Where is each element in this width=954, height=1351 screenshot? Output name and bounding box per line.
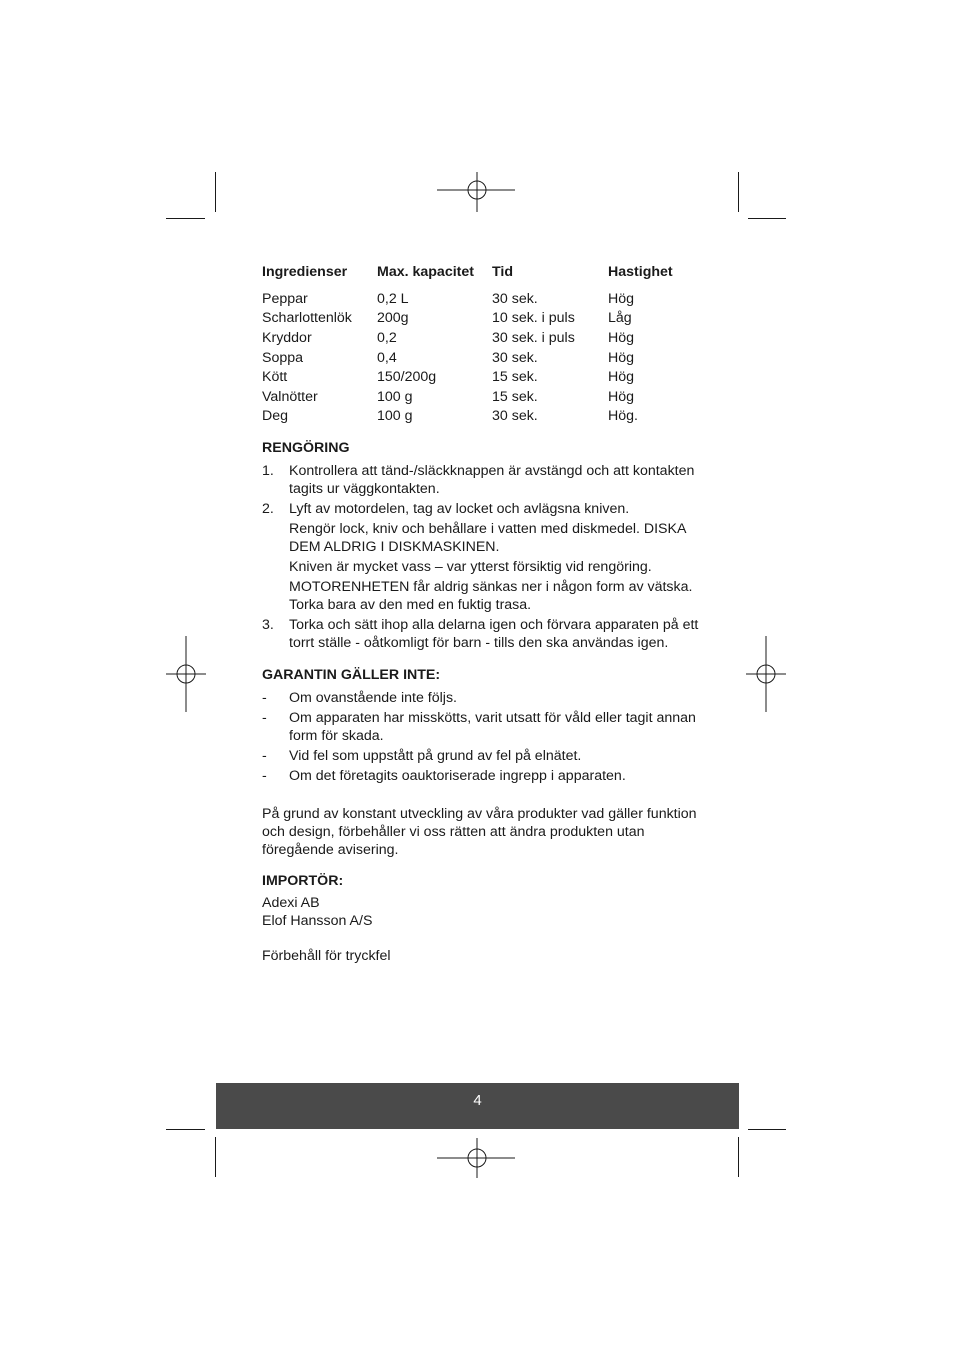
table-cell: 30 sek. bbox=[492, 349, 538, 366]
bullet: - bbox=[262, 710, 267, 726]
paragraph: Kniven är mycket vass – var ytterst försiktig vid rengöring. bbox=[289, 559, 652, 575]
table-cell: Valnötter bbox=[262, 388, 318, 405]
list-item bbox=[262, 462, 702, 498]
table-cell: 0,2 bbox=[377, 329, 397, 346]
list-item bbox=[262, 616, 702, 652]
table-cell: 0,2 L bbox=[377, 290, 409, 307]
list-text: Kontrollera att tänd-/släckknappen är avstängd och att kontakten tagits ur väggkontakten. bbox=[289, 463, 695, 497]
table-cell: 30 sek. bbox=[492, 290, 538, 307]
list-number: 2. bbox=[262, 501, 274, 517]
list-item bbox=[262, 689, 702, 707]
section-heading-importer: IMPORTÖR: bbox=[262, 873, 344, 889]
crop-mark bbox=[738, 172, 739, 212]
table-cell: Deg bbox=[262, 408, 289, 425]
list-item bbox=[262, 709, 702, 745]
table-cell: Hög bbox=[608, 290, 635, 307]
list-text: Om ovanstående inte följs. bbox=[289, 690, 457, 706]
table-cell: 150/200g bbox=[377, 369, 437, 386]
registration-mark-icon bbox=[726, 634, 806, 714]
table-cell: 200g bbox=[377, 310, 409, 327]
crop-mark bbox=[748, 218, 786, 219]
bullet: - bbox=[262, 690, 267, 706]
paragraph: MOTORENHETEN får aldrig sänkas ner i någon form av vätska. Torka bara av den med en fuktig trasa. bbox=[289, 579, 693, 613]
list-text: Om det företagits oauktoriserade ingrepp i apparaten. bbox=[289, 768, 626, 784]
section-heading-cleaning: RENGÖRING bbox=[262, 440, 350, 456]
table-row bbox=[262, 289, 702, 309]
crop-mark bbox=[748, 1129, 786, 1130]
table-cell: 30 sek. i puls bbox=[492, 329, 575, 346]
table-cell: 15 sek. bbox=[492, 388, 538, 405]
table-row bbox=[262, 387, 702, 407]
table-cell: Soppa bbox=[262, 349, 304, 366]
table-cell: Peppar bbox=[262, 290, 308, 307]
notice-paragraph: På grund av konstant utveckling av våra produkter vad gäller funktion och design, förbehåller vi oss rätten att ändra produkten utan föregående avisering. bbox=[262, 806, 697, 858]
list-number: 1. bbox=[262, 463, 274, 479]
table-cell: 0,4 bbox=[377, 349, 397, 366]
table-cell: Kryddor bbox=[262, 329, 312, 346]
bullet: - bbox=[262, 748, 267, 764]
table-cell: Hög bbox=[608, 329, 635, 346]
table-cell: 15 sek. bbox=[492, 369, 538, 386]
list-item bbox=[262, 767, 702, 785]
list-text: Torka och sätt ihop alla delarna igen och förvara apparaten på ett torrt ställe - oåtkomligt för barn - tills den ska användas igen. bbox=[289, 617, 699, 651]
column-header: Max. kapacitet bbox=[377, 264, 474, 280]
table-row bbox=[262, 309, 702, 329]
document-body bbox=[262, 438, 702, 965]
section-heading-warranty: GARANTIN GÄLLER INTE: bbox=[262, 667, 441, 683]
disclaimer: Förbehåll för tryckfel bbox=[262, 948, 391, 964]
table-cell: 100 g bbox=[377, 408, 413, 425]
crop-mark bbox=[166, 1129, 205, 1130]
table-cell: Låg bbox=[608, 310, 632, 327]
table-cell: Hög bbox=[608, 369, 635, 386]
paragraph: Lyft av motordelen, tag av locket och avlägsna kniven. bbox=[289, 501, 630, 517]
list-text: Om apparaten har misskötts, varit utsatt för våld eller tagit annan form för skada. bbox=[289, 710, 696, 744]
table-row bbox=[262, 367, 702, 387]
importer-line: Elof Hansson A/S bbox=[262, 913, 373, 929]
table-cell: 10 sek. i puls bbox=[492, 310, 575, 327]
table-row bbox=[262, 348, 702, 368]
list-item bbox=[262, 747, 702, 765]
registration-mark-icon bbox=[437, 150, 517, 230]
table-cell: 100 g bbox=[377, 388, 413, 405]
table-row bbox=[262, 328, 702, 348]
table-header-row bbox=[262, 263, 702, 281]
table-cell: Scharlottenlök bbox=[262, 310, 352, 327]
list-number: 3. bbox=[262, 617, 274, 633]
list-item bbox=[262, 500, 702, 614]
list-text bbox=[289, 500, 702, 614]
crop-mark bbox=[215, 172, 216, 212]
registration-mark-icon bbox=[437, 1118, 517, 1198]
crop-mark bbox=[166, 218, 205, 219]
table-cell: Hög bbox=[608, 388, 635, 405]
bullet: - bbox=[262, 768, 267, 784]
table-row bbox=[262, 407, 702, 427]
page-number: 4 bbox=[473, 1092, 482, 1109]
page-footer bbox=[216, 1083, 739, 1129]
table-cell: Hög. bbox=[608, 408, 638, 425]
column-header: Hastighet bbox=[608, 264, 673, 280]
list-text: Vid fel som uppstått på grund av fel på elnätet. bbox=[289, 748, 582, 764]
ingredient-table bbox=[262, 263, 702, 426]
importer-line: Adexi AB bbox=[262, 895, 320, 911]
paragraph: Rengör lock, kniv och behållare i vatten med diskmedel. DISKA DEM ALDRIG I DISKMASKINEN. bbox=[289, 521, 686, 555]
registration-mark-icon bbox=[146, 634, 226, 714]
crop-mark bbox=[215, 1137, 216, 1177]
column-header: Tid bbox=[492, 264, 514, 280]
table-cell: 30 sek. bbox=[492, 408, 538, 425]
crop-mark bbox=[738, 1137, 739, 1177]
column-header: Ingredienser bbox=[262, 264, 348, 280]
table-cell: Kött bbox=[262, 369, 288, 386]
table-cell: Hög bbox=[608, 349, 635, 366]
